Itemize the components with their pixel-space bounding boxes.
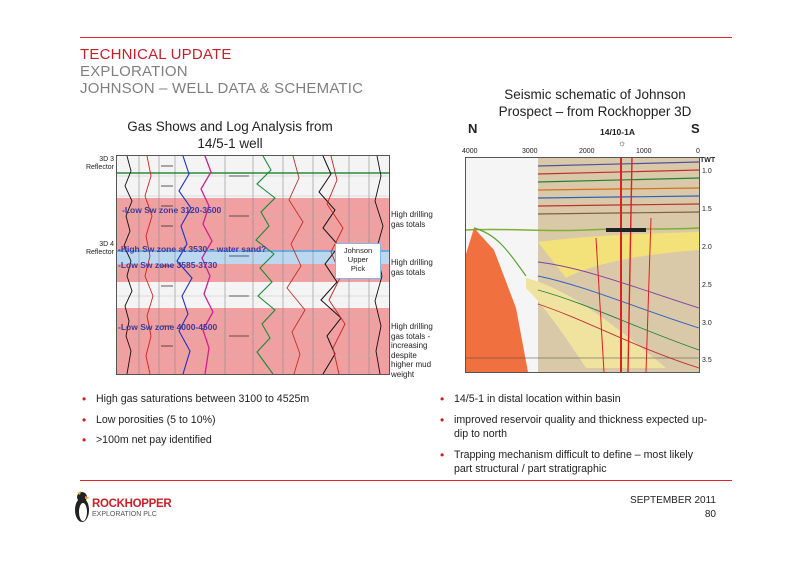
bullet-item: • High gas saturations between 3100 to 4525m: [82, 392, 412, 407]
zone-label-1: -Low Sw zone 3120-3500: [122, 205, 222, 215]
twt-tick-4: 2.5: [702, 282, 712, 289]
bullet-item: • 14/5-1 in distal location within basin: [440, 392, 730, 407]
axis-top-3: 1000: [636, 148, 652, 155]
twt-tick-5: 3.0: [702, 320, 712, 327]
footer-date: SEPTEMBER 2011: [630, 495, 716, 506]
twt-tick-1: 1.0: [702, 168, 712, 175]
note-gas-2: High drilling gas totals: [391, 258, 433, 277]
penguin-icon: [72, 490, 92, 524]
well-label: 14/10-1A: [600, 127, 635, 137]
axis-top-4: 0: [696, 148, 700, 155]
reflector-top-label: 3D 3 Reflector: [85, 156, 114, 171]
bullet-item: • improved reservoir quality and thickness expected up- dip to north: [440, 413, 730, 442]
twt-label: TWT: [700, 157, 716, 164]
left-bullet-list: [82, 392, 412, 454]
left-caption: Gas Shows and Log Analysis from 14/5-1 well: [127, 119, 333, 151]
zone-label-3: -Low Sw zone 3585-3730: [118, 260, 218, 270]
bottom-rule: [80, 480, 732, 481]
seismic-graphic: [466, 158, 699, 372]
reflector-mid-label: 3D 4 Reflector: [85, 241, 114, 256]
bullet-item: • Low porosities (5 to 10%): [82, 413, 412, 428]
axis-top-1: 3000: [522, 148, 538, 155]
logo-sub-text: EXPLORATION PLC: [92, 511, 157, 518]
johnson-upper-pick-box: Johnson Upper Pick: [335, 243, 381, 279]
north-label: N: [468, 121, 478, 136]
twt-tick-3: 2.0: [702, 244, 712, 251]
twt-tick-2: 1.5: [702, 206, 712, 213]
footer-info: [560, 494, 716, 522]
logo-main-text: ROCKHOPPER: [92, 498, 172, 510]
header-section: JOHNSON – WELL DATA & SCHEMATIC: [80, 80, 364, 97]
page-number: 80: [704, 509, 716, 520]
header-subtitle: EXPLORATION: [80, 63, 188, 80]
south-label: S: [691, 121, 700, 136]
seismic-panel: [465, 157, 700, 373]
note-gas-1: High drilling gas totals: [391, 210, 433, 229]
bullet-item: • >100m net pay identified: [82, 433, 412, 448]
well-symbol-icon: ☼: [618, 138, 627, 148]
zone-label-2: -High Sw zone at 3530 – water sand?: [118, 244, 267, 254]
top-rule: [80, 37, 732, 38]
note-gas-3: High drilling gas totals - increasing despite higher mud weight: [391, 322, 433, 379]
bullet-item: • Trapping mechanism difficult to define – most likely part structural / part stratigraphic: [440, 448, 730, 477]
header-title: TECHNICAL UPDATE: [80, 46, 232, 63]
right-caption: Seismic schematic of Johnson Prospect – from Rockhopper 3D: [498, 87, 692, 119]
axis-top-2: 2000: [579, 148, 595, 155]
zone-label-4: -Low Sw zone 4000-4500: [118, 322, 218, 332]
header: [80, 46, 363, 97]
axis-top-0: 4000: [462, 148, 478, 155]
twt-tick-6: 3.5: [702, 357, 712, 364]
right-bullet-list: [440, 392, 730, 483]
